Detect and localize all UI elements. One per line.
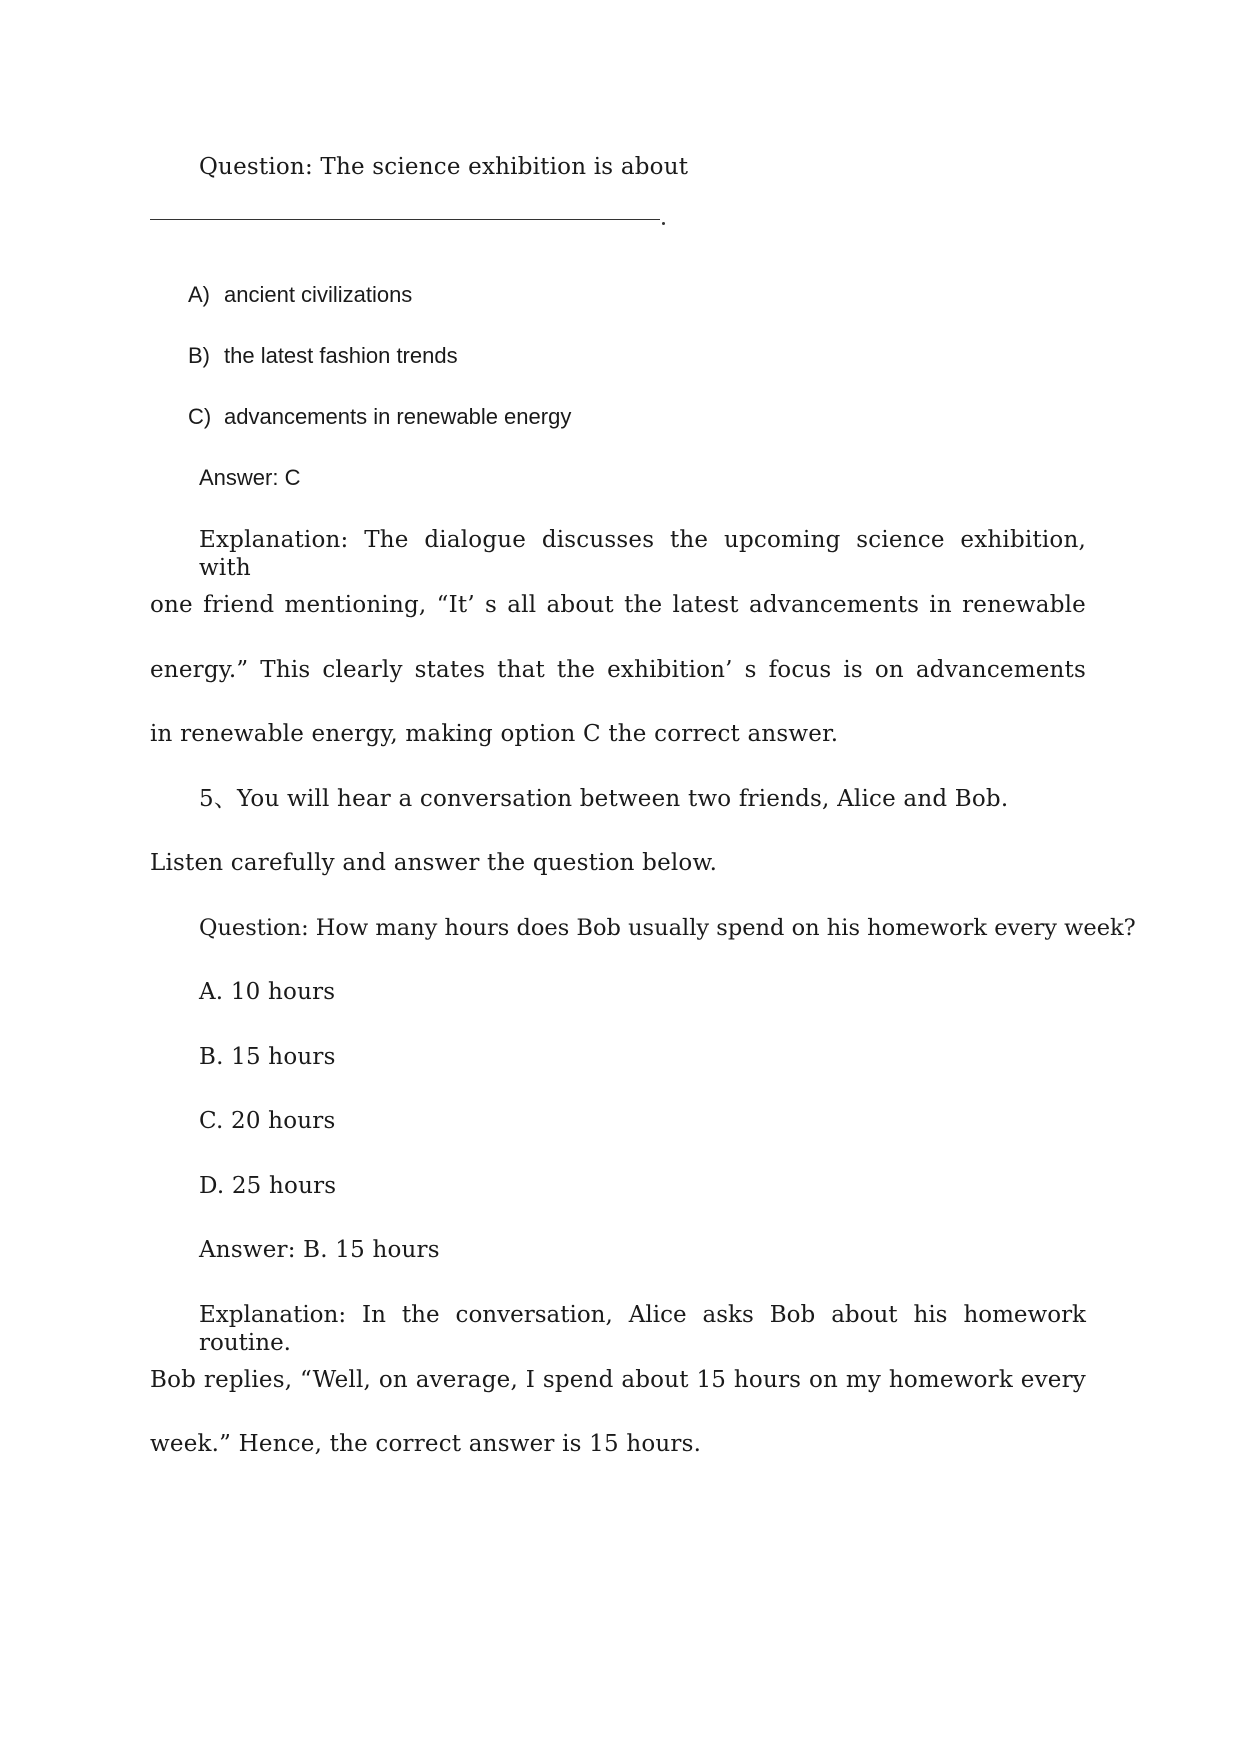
q5-question: Question: How many hours does Bob usually spend on his homework every week? bbox=[199, 915, 1136, 941]
q4-question: Question: The science exhibition is about bbox=[199, 154, 689, 180]
q5-intro-line-2: Listen carefully and answer the question below. bbox=[150, 850, 718, 876]
option-letter: C) bbox=[188, 404, 212, 429]
q4-option-a bbox=[188, 281, 412, 309]
q4-explanation-line-3: energy.” This clearly states that the exhibition’ s focus is on advancements bbox=[150, 657, 1086, 683]
q5-explanation-line-1: Explanation: In the conversation, Alice asks Bob about his homework routine. bbox=[199, 1302, 1086, 1356]
answer-blank-line bbox=[150, 219, 660, 220]
q4-option-c bbox=[188, 403, 571, 431]
option-letter: A) bbox=[188, 282, 210, 307]
q5-option-c: C. 20 hours bbox=[199, 1108, 336, 1134]
option-text: the latest fashion trends bbox=[224, 343, 458, 368]
q5-option-b: B. 15 hours bbox=[199, 1044, 336, 1070]
q5-option-d: D. 25 hours bbox=[199, 1173, 337, 1199]
q5-answer: Answer: B. 15 hours bbox=[199, 1237, 440, 1263]
option-text: advancements in renewable energy bbox=[224, 404, 572, 429]
option-text: ancient civilizations bbox=[224, 282, 413, 307]
q5-explanation-line-2: Bob replies, “Well, on average, I spend about 15 hours on my homework every bbox=[150, 1367, 1086, 1393]
q4-option-b bbox=[188, 342, 458, 370]
q5-intro-line-1: 5、You will hear a conversation between two friends, Alice and Bob. bbox=[199, 786, 1009, 812]
answer-blank-period bbox=[662, 222, 665, 225]
q5-option-a: A. 10 hours bbox=[199, 979, 336, 1005]
q4-explanation-line-2: one friend mentioning, “It’ s all about the latest advancements in renewable bbox=[150, 592, 1086, 618]
q4-answer: Answer: C bbox=[199, 465, 301, 490]
option-letter: B) bbox=[188, 343, 210, 368]
q5-explanation-line-3: week.” Hence, the correct answer is 15 hours. bbox=[150, 1431, 702, 1457]
q4-explanation-line-1: Explanation: The dialogue discusses the upcoming science exhibition, with bbox=[199, 527, 1086, 581]
q4-explanation-line-4: in renewable energy, making option C the correct answer. bbox=[150, 721, 839, 747]
